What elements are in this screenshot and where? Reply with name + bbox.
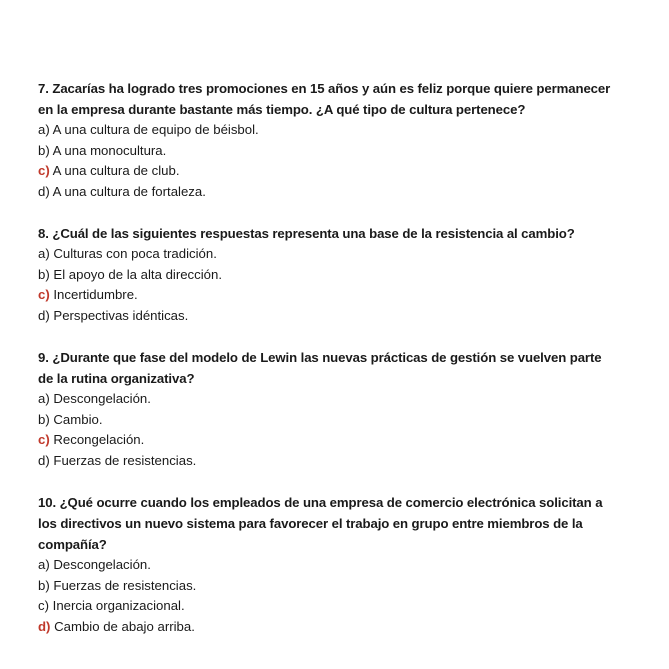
option-letter-marked: c) [38,432,50,447]
question-line: los directivos un nuevo sistema para favorecer el trabajo en grupo entre miembros de la [38,516,583,531]
option-c-selected [38,161,638,182]
option-letter: b) [38,411,50,427]
option-text: Descongelación. [49,391,151,406]
option-c-selected [38,430,638,451]
option-d [38,451,638,472]
option-b [38,265,638,286]
question-line: en la empresa durante bastante más tiempo. ¿A qué tipo de cultura pertenece? [38,102,526,117]
option-text: Perspectivas idénticas. [49,307,189,323]
option-d [38,306,638,327]
option-b [38,141,638,162]
question-text [38,78,638,120]
option-a [38,244,638,265]
option-text: A una cultura de equipo de béisbol. [49,122,259,137]
option-text: El apoyo de la alta dirección. [49,266,223,282]
option-text: Culturas con poca tradición. [49,246,217,261]
option-text: A una cultura de club. [49,163,180,178]
option-d-selected [38,617,638,638]
option-b [38,410,638,431]
option-text: Descongelación. [49,557,151,572]
option-a [38,389,638,410]
option-text: A una cultura de fortaleza. [49,183,206,199]
option-letter: a) [38,391,50,406]
option-text: Fuerzas de resistencias. [49,577,197,593]
option-text: Cambio de abajo arriba. [50,618,195,634]
option-a [38,120,638,141]
option-text: Inercia organizacional. [49,598,185,613]
option-a [38,555,638,576]
option-text: Fuerzas de resistencias. [49,452,197,468]
question-9 [38,347,638,471]
option-letter-marked: c) [38,163,50,178]
question-7 [38,78,638,202]
option-text: Recongelación. [49,432,145,447]
option-letter: a) [38,557,50,572]
question-line: 10. ¿Qué ocurre cuando los empleados de una empresa de comercio electrónica solicitan a [38,495,603,510]
option-b [38,576,638,597]
option-letter: d) [38,183,50,199]
option-letter-marked: c) [38,287,50,302]
option-c-selected [38,285,638,306]
option-letter: b) [38,266,50,282]
option-c [38,596,638,617]
option-letter: b) [38,577,50,593]
option-letter: d) [38,452,50,468]
option-letter: c) [38,598,49,613]
question-line: 9. ¿Durante que fase del modelo de Lewin las nuevas prácticas de gestión se vuelven parte [38,350,602,365]
option-letter: b) [38,142,50,158]
option-text: Incertidumbre. [49,287,138,302]
option-text: A una monocultura. [49,142,167,158]
option-letter: a) [38,246,50,261]
question-8 [38,223,638,326]
question-10 [38,492,638,637]
question-line: 8. ¿Cuál de las siguientes respuestas representa una base de la resistencia al cambio? [38,226,575,241]
question-line: de la rutina organizativa? [38,371,195,386]
question-text [38,347,638,389]
question-text [38,223,638,244]
question-line: 7. Zacarías ha logrado tres promociones en 15 años y aún es feliz porque quiere permanecer [38,81,611,96]
question-text [38,492,638,555]
option-letter: a) [38,122,50,137]
option-d [38,182,638,203]
quiz-document [38,78,638,658]
option-letter-marked: d) [38,618,51,634]
option-text: Cambio. [49,411,103,427]
option-letter: d) [38,307,50,323]
question-line: compañía? [38,537,107,552]
